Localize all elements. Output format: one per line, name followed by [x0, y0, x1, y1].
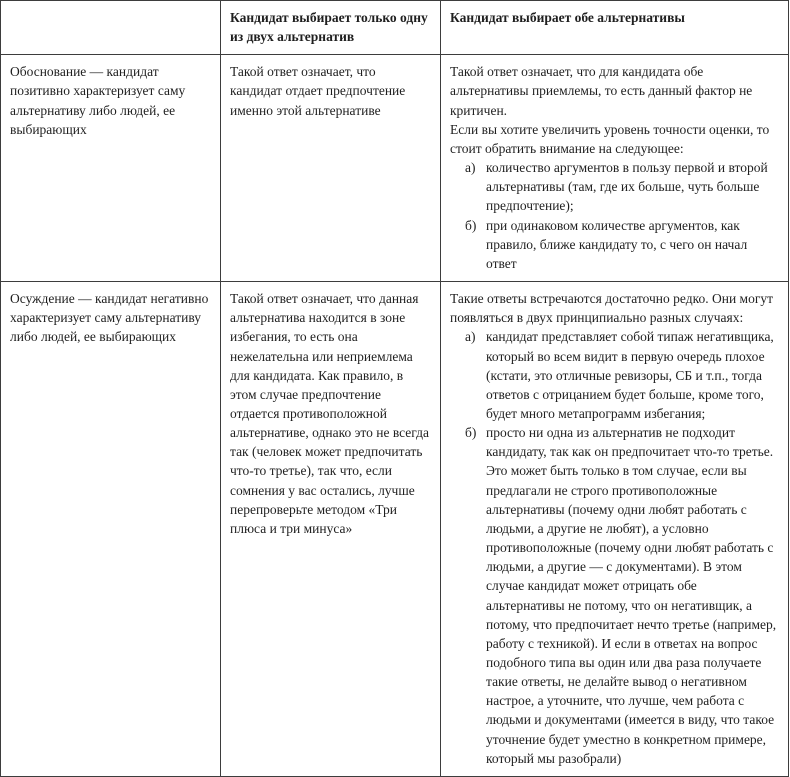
- list-item-text: количество аргументов в пользу первой и второй альтернативы (там, где их больше, чуть больше предпочтение);: [486, 160, 768, 214]
- list-marker: а): [465, 329, 476, 345]
- cell-justification-one-alt: Такой ответ означает, что кандидат отдает предпочтение именно этой альтернативе: [221, 55, 441, 282]
- list-item-text: просто ни одна из альтернатив не подходит кандидату, так как он предпочитает что-то третье. Это может быть только в том случае, если вы предлагали не строго противоположные альтернативы (почему одни любят работать с людьми, а другие не любят), а условно противоположные (почему одни любят работать с людьми, а другие — с документами). В этом случае кандидат может отрицать обе альтернативы не потому, что он негативщик, а потому, что предпочитает нечто третье (например, работу с техникой). И если в ответах на вопрос подобного типа вы один или два раза получаете такие ответы, не делайте вывод о негативном настрое, а уточните, что лучше, чем работа с людьми и документами (имеется в виду, что такое уточнение будет уместно в конкретном примере, который мы разобрали): [486, 425, 777, 766]
- paragraph: Такие ответы встречаются достаточно редко. Они могут появляться в двух принципиально разных случаях:: [450, 291, 774, 326]
- header-cell-both-alternatives: Кандидат выбирает обе альтернативы: [441, 1, 789, 55]
- table-row-justification: [1, 55, 789, 282]
- cell-justification-both-alts: [441, 55, 789, 282]
- header-row: [1, 1, 789, 55]
- list-item-text: при одинаковом количестве аргументов, как правило, ближе кандидату то, с чего он начал ответ: [486, 217, 748, 271]
- list-marker: а): [465, 160, 476, 176]
- list-item-b: [465, 423, 778, 768]
- header-cell-one-alternative: Кандидат выбирает только одну из двух альтернатив: [221, 1, 441, 55]
- row-label-justification: Обоснование — кандидат позитивно характеризует саму альтернативу либо людей, ее выбирающих: [1, 55, 221, 282]
- row-label-condemnation: Осуждение — кандидат негативно характеризует саму альтернативу либо людей, ее выбирающих: [1, 282, 221, 777]
- paragraph: Если вы хотите увеличить уровень точности оценки, то стоит обратить внимание на следующее:: [450, 121, 770, 156]
- list-marker: б): [465, 425, 477, 441]
- paragraph: Такой ответ означает, что для кандидата обе альтернативы приемлемы, то есть данный фактор не критичен.: [450, 64, 753, 118]
- header-cell-empty: [1, 1, 221, 55]
- cell-condemnation-one-alt: Такой ответ означает, что данная альтернатива находится в зоне избегания, то есть она нежелательна или неприемлема для кандидата. Как правило, в этом случае предпочтение отдается противоположной альтернативе, однако это не всегда так (человек может предпочитать что-то третье), так что, если сомнения у вас остались, лучше перепроверьте методом «Три плюса и три минуса»: [221, 282, 441, 777]
- list-item-b: [465, 216, 778, 273]
- list-marker: б): [465, 217, 477, 233]
- table-row-condemnation: [1, 282, 789, 777]
- list-item-a: [465, 327, 778, 423]
- list-item-a: [465, 158, 778, 215]
- cell-condemnation-both-alts: [441, 282, 789, 777]
- list-item-text: кандидат представляет собой типаж негативщика, который во всем видит в первую очередь плохое (кстати, это отличные ревизоры, СБ и т.п., тогда ответов с отрицанием будет больше, кроме того, будет много метапрограмм избегания;: [486, 329, 774, 421]
